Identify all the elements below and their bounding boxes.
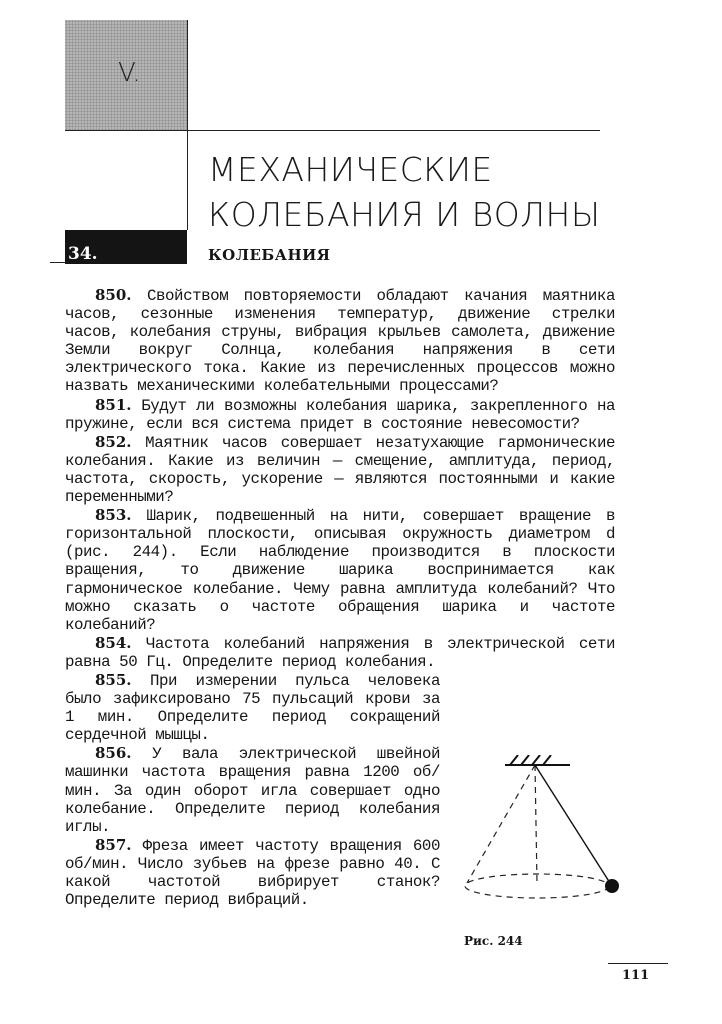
conical-pendulum-figure [455, 755, 625, 915]
figure-caption: Рис. 244 [464, 934, 523, 948]
problem-text: Шарик, подвешенный на нити, совершает вращение в горизонтальной плоскости, описывая окружность диаметром d (рис. 244). Если наблюдение производится в плоскости вращения, то движение шарика воспринимается как гармоническое колебание. Чему равна амплитуда колебаний? Что можно сказать о частоте обращения шарика и частоте колебаний? [65, 507, 615, 634]
problem-number: 850. [95, 286, 132, 304]
problem-text: У вала электрической швейной машинки частота вращения равна 1200 об/мин. За один оборот игла совершает одно колебание. Определите период колебания иглы. [65, 745, 440, 836]
problem-number: 852. [95, 432, 132, 451]
ceiling-support [505, 755, 570, 765]
cone-axis [535, 765, 537, 883]
chapter-title-line-2: КОЛЕБАНИЯ И ВОЛНЫ [208, 195, 601, 234]
problem-text: При измерении пульса человека было зафиксировано 75 пульсаций крови за 1 мин. Определите период сокращений сердечной мышцы. [65, 671, 440, 745]
chapter-title-line-1: МЕХАНИЧЕСКИЕ [208, 150, 493, 189]
section-title: КОЛЕБАНИЯ [208, 246, 331, 264]
chapter-title [208, 147, 600, 237]
pendulum-string [535, 765, 610, 883]
problem-856 [65, 744, 440, 835]
vertical-rule [187, 20, 188, 230]
chapter-number: V. [118, 58, 141, 88]
problem-number: 856. [95, 744, 132, 763]
problem-854 [65, 634, 615, 671]
problem-number: 857. [95, 835, 132, 854]
problem-text: Маятник часов совершает незатухающие гармонические колебания. Какие из величин — смещение, амплитуда, период, частота, скорость, ускорение — являются постоянными и какие переменными? [65, 433, 616, 507]
problem-855 [65, 671, 440, 744]
problem-text: Фреза имеет частоту вращения 600 об/мин. Число зубьев на фрезе равно 40. С какой частотой вибрирует станок? Определите период вибраций. [65, 836, 440, 910]
problem-number: 854. [95, 633, 132, 652]
problem-number: 853. [95, 506, 132, 525]
page-number: 111 [622, 968, 650, 983]
problem-851 [65, 396, 615, 433]
section-number-underline [50, 262, 68, 263]
section-number: 34. [68, 244, 98, 264]
problem-number: 855. [95, 670, 132, 689]
pendulum-ball [605, 879, 619, 893]
page-number-rule [608, 963, 668, 964]
problem-852 [65, 433, 615, 506]
problem-857 [65, 836, 440, 909]
problem-text: Будут ли возможны колебания шарика, закрепленного на пружине, если вся система придет в состояние невесомости? [65, 396, 616, 433]
problem-number: 851. [95, 395, 132, 414]
problem-850 [65, 286, 615, 396]
problem-text: Частота колебаний напряжения в электрической сети равна 50 Гц. Определите период колебания. [65, 634, 615, 671]
horizontal-rule [65, 130, 600, 131]
problem-853 [65, 506, 615, 634]
problem-text: Свойством повторяемости обладают качания маятника часов, сезонные изменения температур, движение стрелки часов, колебания струны, вибрация крыльев самолета, движение Земли вокруг Солнца, колебания напряжения в сети электрического тока. Какие из перечисленных процессов можно назвать механическими колебательными процессами? [65, 287, 615, 396]
cone-left-edge [467, 765, 535, 883]
